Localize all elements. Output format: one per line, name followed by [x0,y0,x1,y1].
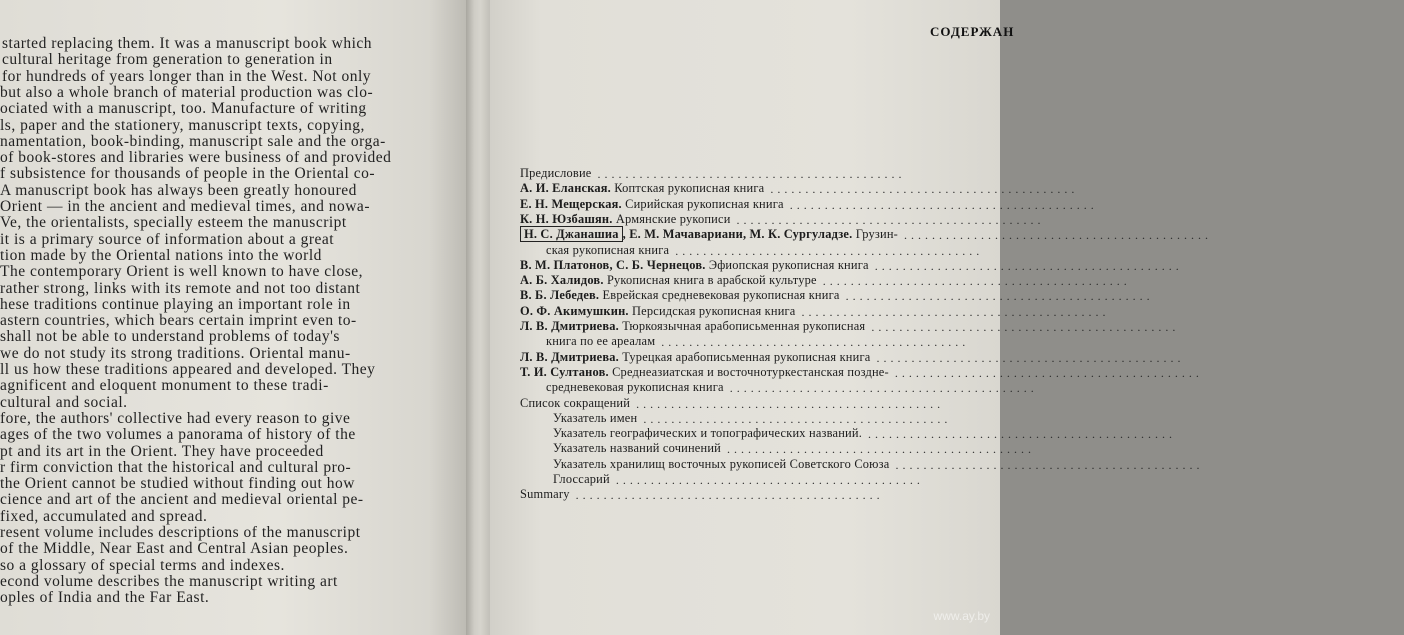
toc-author: В. М. Платонов, С. Б. Чернецов. [520,257,706,272]
toc-entry [520,197,784,211]
toc-entry [520,212,731,226]
dot-leader: ............................................ [904,228,1212,243]
toc-title: Глоссарий [553,472,610,486]
watermark: www.ay.by [933,609,990,623]
body-text-line: hese traditions continue playing an important role in [0,295,351,313]
dot-leader: ............................................ [789,197,1098,212]
body-text-line: agnificent and eloquent monument to these tradi- [0,377,329,395]
toc-entry [520,166,591,180]
toc-entry [553,426,862,440]
toc-title: Тюркоязычная арабописьменная рукописная [622,319,866,333]
toc-author: А. Б. Халидов. [520,273,604,288]
toc-entry [546,334,655,348]
body-text-line: econd volume describes the manuscript writing art [0,572,338,590]
toc-entry [520,365,889,379]
body-text-line: but also a whole branch of material production was clo- [0,83,374,101]
toc-author: Л. В. Дмитриева. [520,349,619,364]
toc-entry [520,288,840,302]
toc-entry [546,243,669,257]
dot-leader: ............................................ [675,243,984,258]
toc-title: Сирийская рукописная книга [625,196,784,211]
dot-leader: ............................................ [894,365,1203,380]
toc-title: Указатель географических и топографических названий. [553,426,862,441]
dot-leader: ............................................ [876,350,1185,365]
body-text-line: of the Middle, Near East and Central Asian peoples. [0,540,349,558]
dot-leader: ............................................ [636,396,945,411]
toc-title: ская рукописная книга [546,242,670,257]
toc-title: Предисловие [520,166,592,180]
body-text-line: of book-stores and libraries were business of and provided [0,149,392,167]
dot-leader: ............................................ [871,320,1180,334]
dot-leader: ............................................ [874,258,1183,273]
body-text-line: cultural and social. [0,393,128,411]
dot-leader: ............................................ [822,274,1131,289]
dot-leader: ............................................ [895,457,1204,472]
toc-entry [553,441,721,455]
dot-leader: ............................................ [729,381,1038,396]
toc-entry [553,457,889,471]
toc-author: В. Б. Лебедев. [520,288,600,303]
toc-entry [520,258,869,272]
toc-title: Указатель названий сочинений [553,441,721,456]
dot-leader: ............................................ [575,488,884,503]
dot-leader: ............................................ [845,289,1154,304]
toc-entry [553,472,610,486]
body-text-line: cultural heritage from generation to generation in [2,51,333,69]
toc-title: Рукописная книга в арабской культуре [606,273,817,288]
toc-author: А. И. Еланская. [520,181,611,196]
body-text-line: the Orient cannot be studied without finding out how [0,475,355,493]
toc-author: Е. Н. Мещерская. [520,196,622,211]
body-text-line: we do not study its strong traditions. Oriental manu- [0,344,351,362]
toc-title: Summary [520,487,570,502]
toc-title: Турецкая арабописьменная рукописная книга [622,349,871,364]
body-text-line: fixed, accumulated and spread. [0,507,208,525]
toc-entry [520,396,630,410]
body-text-line: it is a primary source of information about a great [0,230,335,248]
body-text-line: A manuscript book has always been greatly honoured [0,181,357,199]
dot-leader: ............................................ [597,167,906,181]
toc-entry [546,380,724,394]
body-text-line: rather strong, links with its remote and not too distant [0,279,361,297]
body-text-line: r firm conviction that the historical and cultural pro- [0,458,352,476]
toc-author: О. Ф. Акимушкин. [520,303,629,318]
toc-title: книга по ее ареалам [546,334,656,349]
body-text-line: Orient — in the ancient and medieval times, and nowa- [0,198,370,215]
body-text-line: shall not be able to understand problems of today's [0,328,340,346]
dot-leader: ............................................ [801,304,1110,319]
toc-title: Еврейская средневековая рукописная книга [602,288,840,303]
toc-entry [520,181,764,195]
toc-title: Список сокращений [520,395,631,410]
toc-entry [520,319,865,333]
toc-entry [520,487,570,501]
right-page [490,0,1212,635]
body-text-line: f subsistence for thousands of people in the Oriental co- [0,165,376,183]
toc-title: Персидская рукописная книга [632,303,796,318]
body-text-line: so a glossary of special terms and indexes. [0,556,285,574]
toc-author: , Е. М. Мачавариани, М. К. Сургуладзе. [622,227,853,242]
body-text-line: astern countries, which bears certain imprint even to- [0,312,357,330]
toc-title: Среднеазиатская и восточнотуркестанская поздне- [612,364,889,379]
body-text-line: ls, paper and the stationery, manuscript texts, copying, [0,116,365,134]
body-text-line: tion made by the Oriental nations into the world [0,246,322,264]
toc-title: Указатель хранилищ восточных рукописей Советского Союза [553,456,890,471]
body-text-line: ll us how these traditions appeared and developed. They [0,361,376,378]
toc-author: Л. В. Дмитриева. [520,319,619,333]
toc-title: Коптская рукописная книга [614,181,765,196]
body-text-line: oples of India and the Far East. [0,589,210,607]
body-text-line: for hundreds of years longer than in the West. Not only [2,67,372,85]
toc-title: Грузин- [855,227,898,242]
body-text-line: fore, the authors' collective had every reason to give [0,409,351,427]
body-text-line: ociated with a manuscript, too. Manufacture of writing [0,100,367,118]
body-text-line: resent volume includes descriptions of the manuscript [0,524,361,541]
dot-leader: ............................................ [727,442,1035,457]
toc-entry [520,304,796,318]
toc-entry [520,227,898,241]
dot-leader: ............................................ [643,411,952,426]
body-text-line: pt and its art in the Orient. They have proceeded [0,442,324,460]
toc-title: Армянские рукописи [615,211,731,226]
dot-leader: ............................................ [770,182,1079,197]
toc-title: Указатель имен [553,410,638,425]
toc-entry [520,350,870,364]
dot-leader: ............................................ [615,473,924,487]
body-text-line: cience and art of the ancient and medieval oriental pe- [0,491,364,509]
body-text-line: namentation, book-binding, manuscript sale and the orga- [0,132,386,150]
body-text-line: started replacing them. It was a manuscript book which [2,35,373,52]
toc-author: Т. И. Султанов. [520,364,609,379]
toc-title: средневековая рукописная книга [546,380,724,395]
toc-author-highlighted: Н. С. Джанашиа [520,226,623,242]
contents-heading: СОДЕРЖАН [930,24,1015,39]
body-text-line: Ve, the orientalists, specially esteem the manuscript [0,214,347,232]
dot-leader: ............................................ [868,427,1176,442]
book-gutter [466,0,490,635]
toc-entry [553,411,637,425]
toc-entry [520,273,817,287]
body-text-line: The contemporary Orient is well known to have close, [0,263,364,281]
left-page [0,0,466,635]
dot-leader: ............................................ [736,212,1045,227]
dot-leader: ............................................ [661,335,970,350]
toc-title: Эфиопская рукописная книга [708,257,869,272]
body-text-line: ages of the two volumes a panorama of history of the [0,426,356,444]
toc-author: К. Н. Юзбашян. [520,211,613,226]
